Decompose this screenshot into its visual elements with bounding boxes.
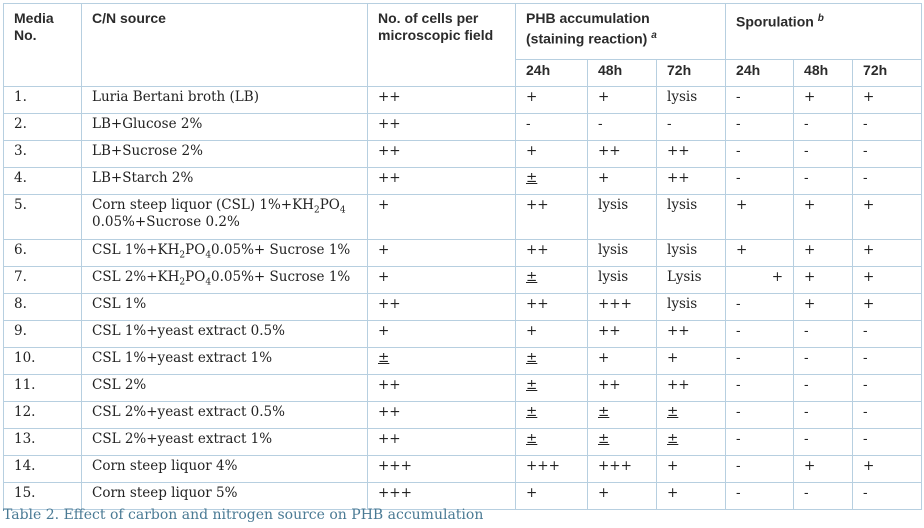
phb-48h-cell: lysis bbox=[588, 240, 657, 267]
spor-72h-cell: - bbox=[853, 375, 922, 402]
phb-48h-cell: + bbox=[588, 348, 657, 375]
spor-24h-cell: - bbox=[726, 168, 794, 195]
header-phb-sup: a bbox=[651, 30, 657, 41]
spor-72h-cell: + bbox=[853, 195, 922, 240]
cn-source-cell: CSL 1%+yeast extract 0.5% bbox=[82, 321, 368, 348]
cn-source-cell bbox=[82, 195, 368, 240]
phb-72h-cell: + bbox=[657, 348, 726, 375]
table-row bbox=[4, 141, 922, 168]
phb-48h-cell: ± bbox=[588, 402, 657, 429]
spor-48h-cell: + bbox=[794, 267, 853, 294]
cn-source-part: PO bbox=[185, 269, 206, 285]
cn-source-part: 4 bbox=[205, 250, 212, 261]
cn-source-cell: LB+Sucrose 2% bbox=[82, 141, 368, 168]
spor-24h-cell: + bbox=[726, 240, 794, 267]
spor-72h-cell: + bbox=[853, 267, 922, 294]
phb-24h-cell: - bbox=[516, 114, 588, 141]
cells-cell: ± bbox=[368, 348, 516, 375]
cells-cell: + bbox=[368, 267, 516, 294]
phb-24h-cell: + bbox=[516, 141, 588, 168]
table-row bbox=[4, 375, 922, 402]
spor-72h-cell: - bbox=[853, 321, 922, 348]
phb-72h-cell: + bbox=[657, 483, 726, 510]
cn-source-cell: CSL 1% bbox=[82, 294, 368, 321]
spor-48h-cell: - bbox=[794, 348, 853, 375]
spor-24h-cell: - bbox=[726, 87, 794, 114]
cn-source-cell: LB+Starch 2% bbox=[82, 168, 368, 195]
media-no-cell: 1. bbox=[4, 87, 82, 114]
cn-source-part: CSL 2%+KH bbox=[92, 269, 180, 285]
spor-72h-cell: - bbox=[853, 348, 922, 375]
phb-48h-cell: ++ bbox=[588, 141, 657, 168]
phb-48h-cell: ++ bbox=[588, 321, 657, 348]
header-sporulation-text: Sporulation bbox=[736, 13, 814, 30]
phb-48h-cell: - bbox=[588, 114, 657, 141]
spor-48h-cell: + bbox=[794, 195, 853, 240]
spor-24h-cell: + bbox=[726, 195, 794, 240]
spor-72h-cell: - bbox=[853, 483, 922, 510]
spor-24h-cell: - bbox=[726, 402, 794, 429]
phb-72h-cell: ++ bbox=[657, 375, 726, 402]
spor-72h-cell: - bbox=[853, 168, 922, 195]
phb-48h-cell: +++ bbox=[588, 294, 657, 321]
spor-48h-cell: + bbox=[794, 87, 853, 114]
media-no-cell: 14. bbox=[4, 456, 82, 483]
media-no-cell: 2. bbox=[4, 114, 82, 141]
spor-24h-cell: - bbox=[726, 114, 794, 141]
media-no-cell: 6. bbox=[4, 240, 82, 267]
cn-source-part: 0.05%+ Sucrose 1% bbox=[211, 269, 351, 285]
cells-cell: ++ bbox=[368, 168, 516, 195]
cn-source-part: 4 bbox=[205, 277, 212, 288]
spor-48h-cell: - bbox=[794, 168, 853, 195]
phb-72h-cell: lysis bbox=[657, 87, 726, 114]
spor-72h-cell: - bbox=[853, 141, 922, 168]
header-phb-48h: 48h bbox=[588, 60, 657, 87]
cn-source-cell: Corn steep liquor 5% bbox=[82, 483, 368, 510]
phb-48h-cell: lysis bbox=[588, 267, 657, 294]
spor-48h-cell: + bbox=[794, 240, 853, 267]
phb-48h-cell: +++ bbox=[588, 456, 657, 483]
cells-cell: +++ bbox=[368, 456, 516, 483]
phb-48h-cell: + bbox=[588, 87, 657, 114]
phb-24h-cell: +++ bbox=[516, 456, 588, 483]
cn-source-cell: CSL 2% bbox=[82, 375, 368, 402]
spor-24h-cell: - bbox=[726, 483, 794, 510]
table-row bbox=[4, 402, 922, 429]
phb-24h-cell: ++ bbox=[516, 294, 588, 321]
media-no-cell: 9. bbox=[4, 321, 82, 348]
cn-source-part: 2 bbox=[313, 205, 320, 216]
spor-24h-cell: - bbox=[726, 375, 794, 402]
spor-48h-cell: - bbox=[794, 141, 853, 168]
phb-48h-cell: ± bbox=[588, 429, 657, 456]
cells-cell: + bbox=[368, 240, 516, 267]
header-media-no: Media No. bbox=[4, 4, 82, 87]
cells-cell: +++ bbox=[368, 483, 516, 510]
media-no-cell: 12. bbox=[4, 402, 82, 429]
media-no-cell: 5. bbox=[4, 195, 82, 240]
spor-48h-cell: - bbox=[794, 114, 853, 141]
cn-source-part: Corn steep liquor (CSL) 1%+KH bbox=[92, 197, 314, 213]
cn-source-cell bbox=[82, 267, 368, 294]
phb-24h-cell: + bbox=[516, 321, 588, 348]
phb-24h-cell: + bbox=[516, 483, 588, 510]
phb-24h-cell: ± bbox=[516, 267, 588, 294]
table-row bbox=[4, 267, 922, 294]
spor-24h-cell: - bbox=[726, 348, 794, 375]
spor-72h-cell: + bbox=[853, 294, 922, 321]
header-phb-24h: 24h bbox=[516, 60, 588, 87]
phb-24h-cell: ± bbox=[516, 429, 588, 456]
phb-48h-cell: lysis bbox=[588, 195, 657, 240]
cn-source-cell: Corn steep liquor 4% bbox=[82, 456, 368, 483]
spor-48h-cell: - bbox=[794, 321, 853, 348]
table-row bbox=[4, 240, 922, 267]
cn-source-part: 0.05%+ Sucrose 1% bbox=[211, 242, 351, 258]
spor-24h-cell: - bbox=[726, 321, 794, 348]
table-row bbox=[4, 321, 922, 348]
table-row bbox=[4, 294, 922, 321]
cn-source-cell bbox=[82, 240, 368, 267]
media-no-cell: 11. bbox=[4, 375, 82, 402]
cells-cell: ++ bbox=[368, 141, 516, 168]
cn-source-part: PO bbox=[185, 242, 206, 258]
phb-72h-cell: ++ bbox=[657, 321, 726, 348]
table-row bbox=[4, 114, 922, 141]
header-phb bbox=[516, 4, 726, 60]
spor-48h-cell: + bbox=[794, 456, 853, 483]
phb-24h-cell: ± bbox=[516, 402, 588, 429]
media-no-cell: 8. bbox=[4, 294, 82, 321]
cn-source-part: 0.05%+Sucrose 0.2% bbox=[92, 214, 240, 230]
spor-24h-cell: - bbox=[726, 429, 794, 456]
table-row bbox=[4, 168, 922, 195]
spor-72h-cell: - bbox=[853, 429, 922, 456]
table-row bbox=[4, 429, 922, 456]
spor-72h-cell: + bbox=[853, 456, 922, 483]
spor-24h-cell: - bbox=[726, 141, 794, 168]
phb-72h-cell: ++ bbox=[657, 168, 726, 195]
cn-source-part: 2 bbox=[179, 250, 186, 261]
table-row bbox=[4, 456, 922, 483]
phb-72h-cell: ++ bbox=[657, 141, 726, 168]
table-caption: Table 2. Effect of carbon and nitrogen source on PHB accumulation bbox=[3, 507, 484, 523]
table-row bbox=[4, 483, 922, 510]
phb-24h-cell: ++ bbox=[516, 240, 588, 267]
media-no-cell: 15. bbox=[4, 483, 82, 510]
cells-cell: ++ bbox=[368, 114, 516, 141]
phb-24h-cell: ± bbox=[516, 375, 588, 402]
spor-72h-cell: - bbox=[853, 402, 922, 429]
table-row bbox=[4, 348, 922, 375]
phb-24h-cell: + bbox=[516, 87, 588, 114]
cn-source-part: CSL 1%+KH bbox=[92, 242, 180, 258]
phb-72h-cell: + bbox=[657, 456, 726, 483]
spor-24h-cell: - bbox=[726, 456, 794, 483]
spor-72h-cell: + bbox=[853, 240, 922, 267]
cn-source-cell: Luria Bertani broth (LB) bbox=[82, 87, 368, 114]
spor-48h-cell: - bbox=[794, 483, 853, 510]
spor-24h-cell: - bbox=[726, 294, 794, 321]
cells-cell: ++ bbox=[368, 375, 516, 402]
cn-source-cell: CSL 2%+yeast extract 1% bbox=[82, 429, 368, 456]
phb-48h-cell: + bbox=[588, 483, 657, 510]
phb-48h-cell: + bbox=[588, 168, 657, 195]
phb-24h-cell: ++ bbox=[516, 195, 588, 240]
cells-cell: ++ bbox=[368, 294, 516, 321]
header-spor-72h: 72h bbox=[853, 60, 922, 87]
phb-72h-cell: lysis bbox=[657, 195, 726, 240]
table-row bbox=[4, 87, 922, 114]
media-no-cell: 4. bbox=[4, 168, 82, 195]
header-cells: No. of cells per microscopic field bbox=[368, 4, 516, 87]
cn-source-part: PO bbox=[319, 197, 340, 213]
header-phb-text: PHB accumulation (staining reaction) bbox=[526, 10, 650, 47]
cn-source-part: 4 bbox=[339, 205, 346, 216]
media-no-cell: 10. bbox=[4, 348, 82, 375]
header-spor-48h: 48h bbox=[794, 60, 853, 87]
phb-72h-cell: lysis bbox=[657, 240, 726, 267]
phb-72h-cell: ± bbox=[657, 429, 726, 456]
table-body bbox=[4, 87, 922, 510]
spor-48h-cell: - bbox=[794, 429, 853, 456]
phb-72h-cell: Lysis bbox=[657, 267, 726, 294]
cells-cell: + bbox=[368, 195, 516, 240]
spor-48h-cell: + bbox=[794, 294, 853, 321]
phb-72h-cell: - bbox=[657, 114, 726, 141]
media-no-cell: 7. bbox=[4, 267, 82, 294]
cn-source-cell: CSL 1%+yeast extract 1% bbox=[82, 348, 368, 375]
cells-cell: ++ bbox=[368, 402, 516, 429]
spor-48h-cell: - bbox=[794, 402, 853, 429]
cells-cell: ++ bbox=[368, 87, 516, 114]
phb-table bbox=[3, 3, 922, 510]
table-row bbox=[4, 195, 922, 240]
cn-source-part: 2 bbox=[179, 277, 186, 288]
media-no-cell: 13. bbox=[4, 429, 82, 456]
spor-24h-cell: + bbox=[726, 267, 794, 294]
cells-cell: ++ bbox=[368, 429, 516, 456]
phb-72h-cell: ± bbox=[657, 402, 726, 429]
cn-source-cell: LB+Glucose 2% bbox=[82, 114, 368, 141]
header-spor-24h: 24h bbox=[726, 60, 794, 87]
phb-24h-cell: ± bbox=[516, 168, 588, 195]
cn-source-cell: CSL 2%+yeast extract 0.5% bbox=[82, 402, 368, 429]
header-sporulation bbox=[726, 4, 922, 60]
cells-cell: + bbox=[368, 321, 516, 348]
header-sporulation-sup: b bbox=[817, 13, 824, 24]
phb-72h-cell: lysis bbox=[657, 294, 726, 321]
header-phb-72h: 72h bbox=[657, 60, 726, 87]
spor-72h-cell: - bbox=[853, 114, 922, 141]
media-no-cell: 3. bbox=[4, 141, 82, 168]
header-cn-source: C/N source bbox=[82, 4, 368, 87]
spor-48h-cell: - bbox=[794, 375, 853, 402]
phb-24h-cell: ± bbox=[516, 348, 588, 375]
spor-72h-cell: + bbox=[853, 87, 922, 114]
phb-48h-cell: ++ bbox=[588, 375, 657, 402]
